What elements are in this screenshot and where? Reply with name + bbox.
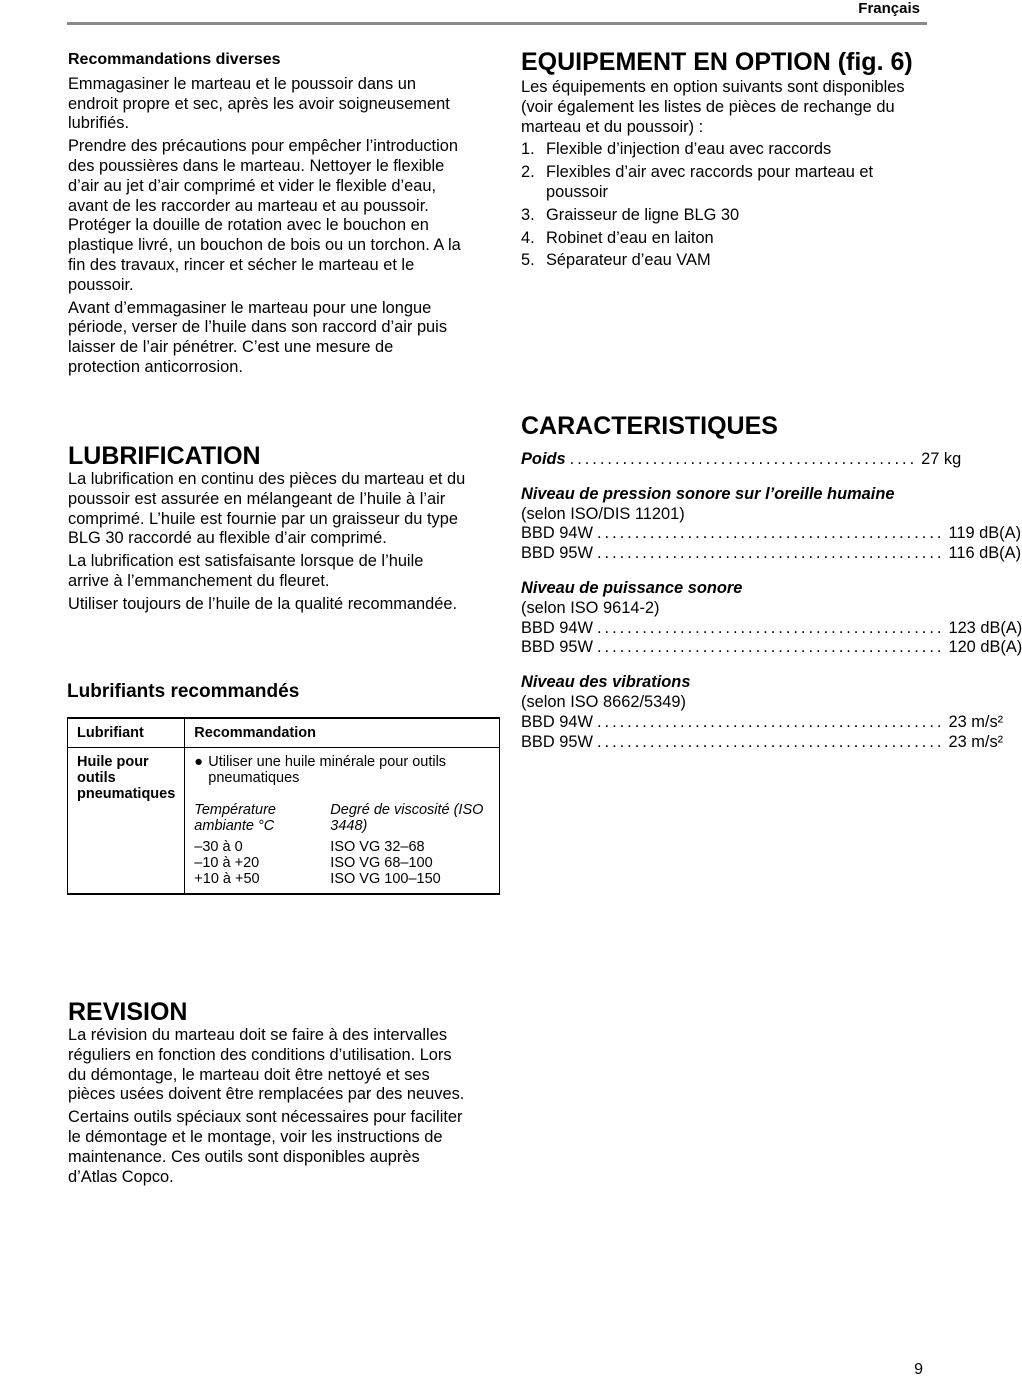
- table-header-recommendation: Recommandation: [185, 718, 500, 748]
- list-item: 3. Graisseur de ligne BLG 30: [521, 205, 740, 224]
- spec-row: BBD 95W .............................................. 23 m/s²: [521, 732, 1004, 751]
- temperature-header: Température ambiante °C: [194, 802, 276, 834]
- storage-paragraph: Prendre des précautions pour empêcher l’introduction des poussières dans le marteau. Nettoyer le flexible d’air au jet d’air comprimé et vider le flexible d’eau, avant de les raccorder au marteau et au poussoir. Protéger la douille de rotation avec le bouchon en plastique livré, un bouchon de bois ou un torchon. A la fin des travaux, rincer et sécher le marteau et le poussoir.: [68, 137, 461, 294]
- lubrication-title: LUBRIFICATION: [68, 442, 261, 470]
- spec-row: BBD 94W .............................................. 23 m/s²: [521, 712, 1004, 731]
- temperature-value: +10 à +50: [194, 871, 260, 887]
- vibration-standard: (selon ISO 8662/5349): [521, 692, 686, 711]
- revision-title: REVISION: [68, 998, 188, 1026]
- spec-row: BBD 95W .............................................. 120 dB(A): [521, 638, 1022, 657]
- list-item: 1. Flexible d’injection d’eau avec raccords: [521, 140, 832, 159]
- spec-row: BBD 94W .............................................. 123 dB(A): [521, 618, 1022, 637]
- temperature-value: –10 à +20: [194, 855, 260, 871]
- list-item: 2. Flexibles d’air avec raccords pour marteau et poussoir: [521, 163, 874, 201]
- specs-section: [521, 412, 1022, 767]
- recommendation-text: Utiliser une huile minérale pour outils pneumatiques: [208, 754, 447, 786]
- lubrication-paragraph: Utiliser toujours de l’huile de la qualité recommandée.: [68, 594, 458, 613]
- options-title: EQUIPEMENT EN OPTION (fig. 6): [521, 48, 913, 76]
- viscosity-value: ISO VG 32–68: [330, 839, 425, 855]
- viscosity-value: ISO VG 100–150: [330, 871, 441, 887]
- revision-section: [68, 998, 468, 1190]
- header-rule: [67, 22, 927, 25]
- options-list: [521, 140, 921, 271]
- weight-row: Poids .............................................. 27 kg: [521, 450, 962, 468]
- lubricants-table: [67, 717, 500, 895]
- list-item: 4. Robinet d’eau en laiton: [521, 228, 714, 247]
- revision-paragraph: Certains outils spéciaux sont nécessaires pour faciliter le démontage et le montage, voir les instructions de maintenance. Ces outils sont disponibles auprès d’Atlas Copco.: [68, 1108, 463, 1186]
- lubricants-subtitle: Lubrifiants recommandés: [67, 681, 300, 702]
- spec-row: BBD 94W .............................................. 119 dB(A): [521, 524, 1022, 543]
- options-intro: Les équipements en option suivants sont disponibles (voir également les listes de pièces de rechange du marteau et du poussoir) :: [521, 78, 905, 136]
- weight-group: [521, 450, 962, 470]
- table-header-lubricant: Lubrifiant: [68, 718, 185, 748]
- viscosity-header: Degré de viscosité (ISO 3448): [330, 802, 484, 834]
- sound-power-title: Niveau de puissance sonore: [521, 578, 743, 597]
- sound-pressure-standard: (selon ISO/DIS 11201): [521, 504, 685, 523]
- page-number: 9: [914, 1361, 923, 1378]
- lubricant-cell: Huile pour outils pneumatiques: [68, 748, 185, 895]
- sound-power-group: [521, 578, 1022, 658]
- options-section: [521, 48, 921, 274]
- vibration-title: Niveau des vibrations: [521, 673, 691, 692]
- storage-section: [68, 50, 468, 381]
- viscosity-grid: [194, 802, 490, 887]
- sound-pressure-group: [521, 484, 1022, 564]
- revision-paragraph: La révision du marteau doit se faire à des intervalles réguliers en fonction des conditions d’utilisation. Lors du démontage, le marteau doit être nettoyé et ses pièces usées doivent être remplacées par des neuves.: [68, 1026, 465, 1104]
- bullet-icon: ●: [194, 754, 204, 770]
- viscosity-value: ISO VG 68–100: [330, 855, 433, 871]
- vibration-group: [521, 673, 1004, 752]
- sound-power-standard: (selon ISO 9614-2): [521, 598, 660, 617]
- sound-pressure-title: Niveau de pression sonore sur l’oreille humaine: [521, 484, 895, 503]
- spec-row: BBD 95W .............................................. 116 dB(A): [521, 544, 1022, 563]
- temperature-value: –30 à 0: [194, 839, 243, 855]
- list-item: 5. Séparateur d’eau VAM: [521, 251, 711, 270]
- storage-title: Recommandations diverses: [68, 51, 281, 68]
- recommendation-bullet: [194, 754, 490, 786]
- lubrication-section: [68, 442, 468, 618]
- recommendation-cell: [185, 748, 500, 895]
- specs-title: CARACTERISTIQUES: [521, 412, 778, 440]
- lubrication-paragraph: La lubrification est satisfaisante lorsque de l’huile arrive à l’emmanchement du fleuret.: [68, 552, 424, 590]
- lubrication-paragraph: La lubrification en continu des pièces du marteau et du poussoir est assurée en mélangeant de l’huile à l’air comprimé. L’huile est fournie par un graisseur du type BLG 30 raccordé au flexible d’air comprimé.: [68, 470, 466, 548]
- storage-paragraph: Emmagasiner le marteau et le poussoir dans un endroit propre et sec, après les avoir soigneusement lubrifiés.: [68, 74, 450, 133]
- language-label: Français: [858, 0, 920, 17]
- storage-paragraph: Avant d’emmagasiner le marteau pour une longue période, verser de l’huile dans son raccord d’air puis laisser de l’air pénétrer. C’est une mesure de protection anticorrosion.: [68, 298, 448, 376]
